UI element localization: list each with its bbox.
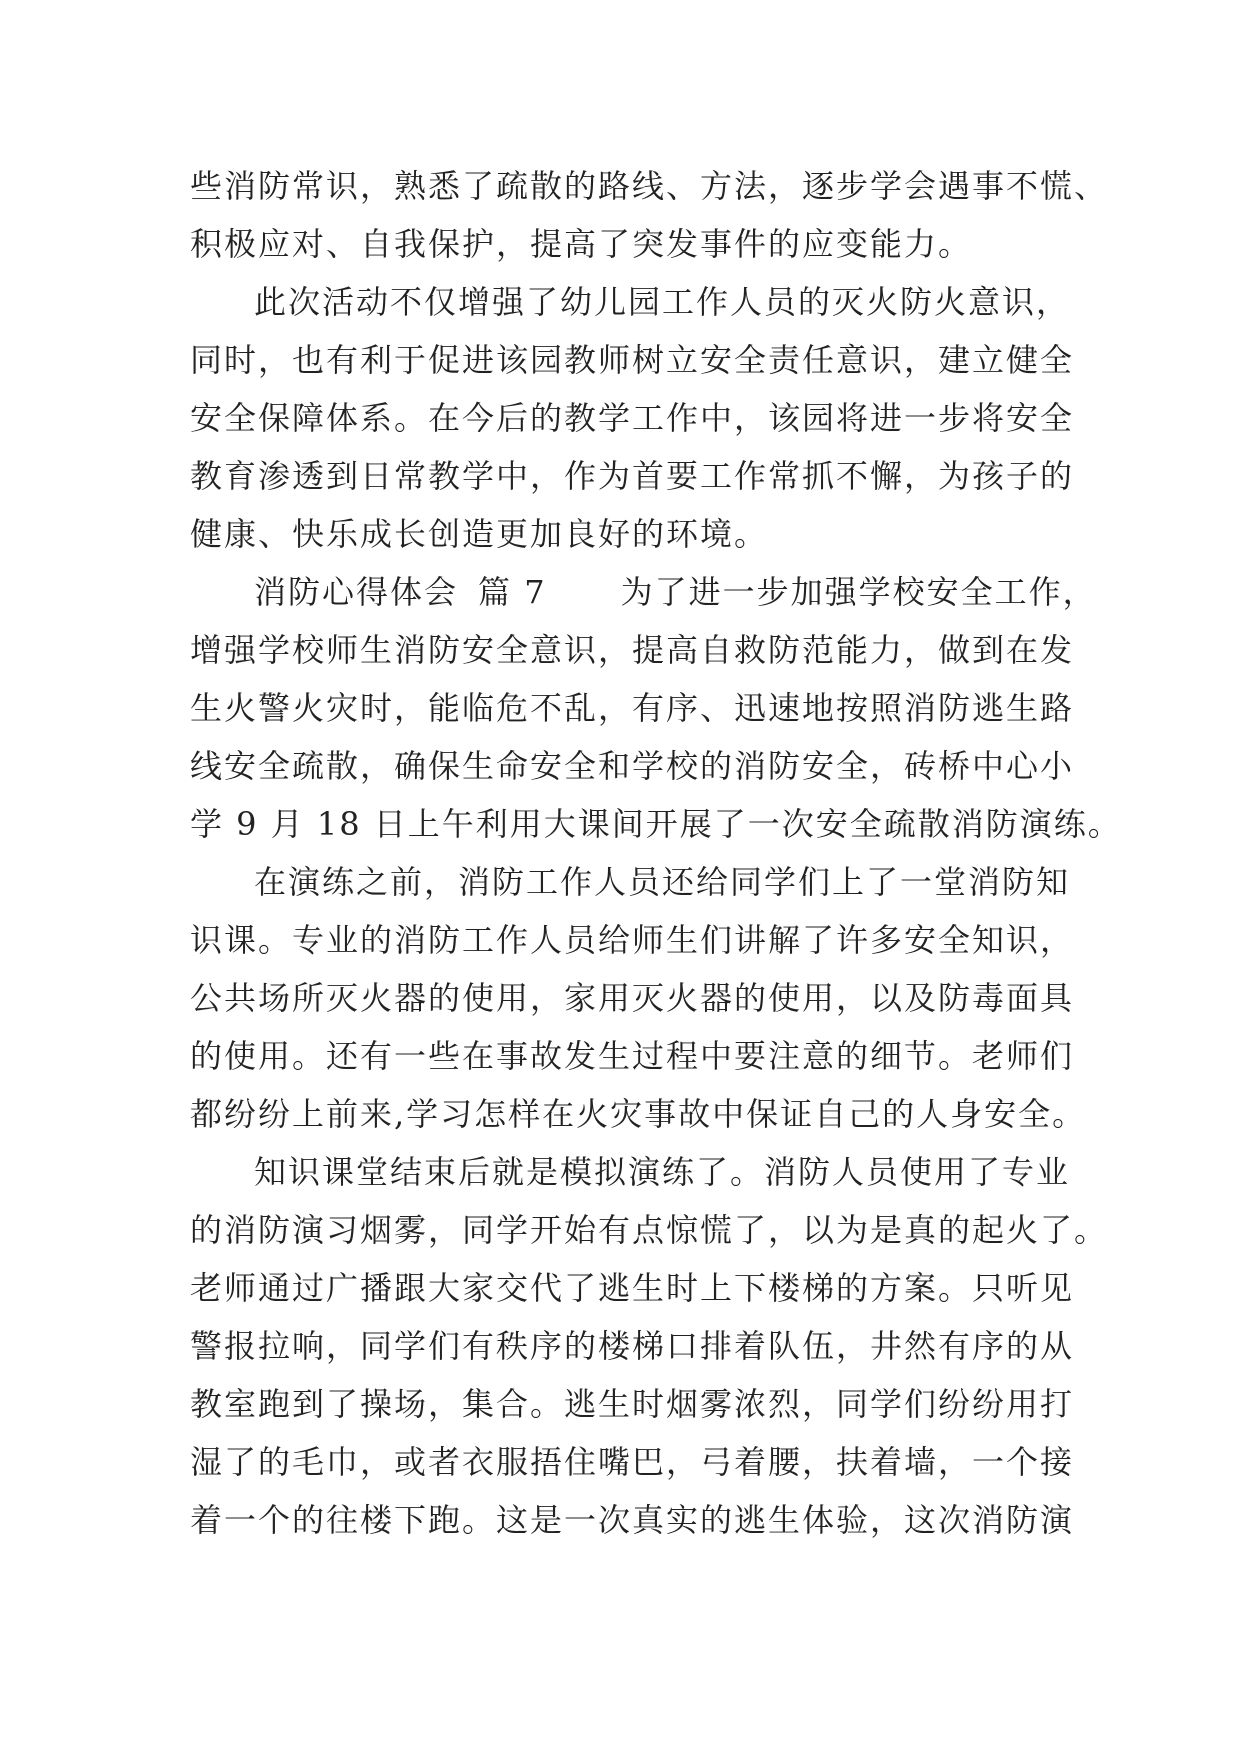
document-body [190,157,1122,1549]
paragraph-start-line: 此次活动不仅增强了幼儿园工作人员的灭火防火意识， [254,283,1071,321]
text-line: 警报拉响，同学们有秩序的楼梯口排着队伍，井然有序的从 [190,1327,1075,1365]
text-line: 生火警火灾时，能临危不乱，有序、迅速地按照消防逃生路 [190,689,1075,727]
text-line: 健康、快乐成长创造更加良好的环境。 [190,515,769,553]
text-line: 同时，也有利于促进该园教师树立安全责任意识，建立健全 [190,341,1075,379]
section-heading-line [190,563,1097,621]
text-line: 识课。专业的消防工作人员给师生们讲解了许多安全知识， [190,921,1075,959]
text-line: 些消防常识，熟悉了疏散的路线、方法，逐步学会遇事不慌、 [190,167,1109,205]
paragraph-start-line: 知识课堂结束后就是模拟演练了。消防人员使用了专业 [254,1153,1071,1191]
text-line: 教室跑到了操场，集合。逃生时烟雾浓烈，同学们纷纷用打 [190,1385,1075,1423]
text-line: 学 9 月 18 日上午利用大课间开展了一次安全疏散消防演练。 [190,805,1122,843]
text-line: 安全保障体系。在今后的教学工作中，该园将进一步将安全 [190,399,1075,437]
text-line: 增强学校师生消防安全意识，提高自救防范能力，做到在发 [190,631,1075,669]
text-line: 的消防演习烟雾，同学开始有点惊慌了，以为是真的起火了。 [190,1211,1109,1249]
section-first-sentence: 为了进一步加强学校安全工作， [620,573,1097,611]
paragraph-start-line: 在演练之前，消防工作人员还给同学们上了一堂消防知 [254,863,1071,901]
text-line: 都纷纷上前来,学习怎样在火灾事故中保证自己的人身安全。 [190,1095,1087,1133]
section-number: 篇 7 [478,573,547,611]
text-line: 公共场所灭火器的使用，家用灭火器的使用，以及防毒面具 [190,979,1075,1017]
text-line: 教育渗透到日常教学中，作为首要工作常抓不懈，为孩子的 [190,457,1075,495]
text-line: 线安全疏散，确保生命安全和学校的消防安全，砖桥中心小 [190,747,1075,785]
text-line: 老师通过广播跟大家交代了逃生时上下楼梯的方案。只听见 [190,1269,1075,1307]
text-line: 着一个的往楼下跑。这是一次真实的逃生体验，这次消防演 [190,1501,1075,1539]
text-line: 湿了的毛巾，或者衣服捂住嘴巴，弓着腰，扶着墙，一个接 [190,1443,1075,1481]
section-title: 消防心得体会 [254,573,459,611]
text-line: 的使用。还有一些在事故发生过程中要注意的细节。老师们 [190,1037,1075,1075]
text-line: 积极应对、自我保护，提高了突发事件的应变能力。 [190,225,973,263]
